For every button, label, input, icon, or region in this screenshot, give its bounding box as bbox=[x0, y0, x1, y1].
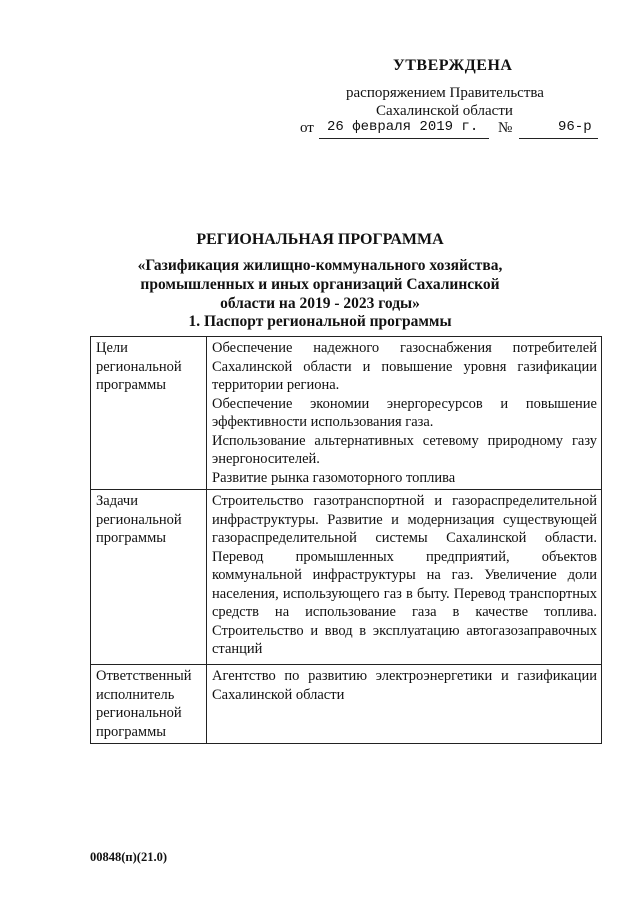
label-line: региональной bbox=[96, 511, 182, 528]
order-date-number bbox=[300, 119, 600, 143]
row-content bbox=[207, 490, 602, 665]
section-heading: 1. Паспорт региональной программы bbox=[188, 313, 452, 330]
approval-region: Сахалинской области bbox=[376, 103, 513, 119]
label-line: региональной bbox=[96, 705, 182, 721]
number-label: № bbox=[498, 120, 513, 136]
approved-heading: УТВЕРЖДЕНА bbox=[393, 57, 513, 74]
label-line: Цели bbox=[96, 340, 128, 356]
passport-table bbox=[90, 336, 602, 744]
row-label bbox=[91, 490, 207, 665]
row-label bbox=[91, 665, 207, 744]
program-title: РЕГИОНАЛЬНАЯ ПРОГРАММА bbox=[196, 231, 444, 248]
order-date: 26 февраля 2019 г. bbox=[327, 119, 479, 135]
goal-paragraph: Обеспечение надежного газоснабжения потребителей Сахалинской области и повышение уровня газификации территории региона. bbox=[212, 340, 597, 393]
executor-paragraph: Агентство по развитию электроэнергетики и газификации Сахалинской области bbox=[212, 668, 597, 703]
goal-paragraph: Развитие рынка газомоторного топлива bbox=[212, 469, 456, 486]
row-content bbox=[207, 665, 602, 744]
row-content bbox=[207, 337, 602, 490]
from-label: от bbox=[300, 120, 314, 136]
document-code: 00848(п)(21.0) bbox=[90, 850, 167, 864]
row-label bbox=[91, 337, 207, 490]
order-number: 96-р bbox=[558, 119, 592, 135]
label-line: программы bbox=[96, 377, 166, 393]
goal-paragraph: Использование альтернативных сетевому природному газу энергоносителей. bbox=[212, 432, 597, 467]
program-name-line-2: промышленных и иных организаций Сахалинской bbox=[140, 276, 500, 293]
label-line: программы bbox=[96, 530, 166, 546]
date-underline bbox=[319, 138, 489, 139]
program-name bbox=[0, 256, 640, 313]
goal-paragraph: Обеспечение экономии энергоресурсов и повышение эффективности использования газа. bbox=[212, 395, 597, 430]
table-row-goals bbox=[91, 337, 602, 490]
label-line: Ответственный bbox=[96, 668, 192, 684]
program-name-line-1: «Газификация жилищно-коммунального хозяйства, bbox=[137, 257, 503, 274]
label-line: исполнитель bbox=[96, 686, 175, 703]
label-line: программы bbox=[96, 723, 166, 740]
program-name-line-3: области на 2019 - 2023 годы» bbox=[220, 295, 420, 312]
table-row-tasks bbox=[91, 490, 602, 665]
task-paragraph: Строительство газотранспортной и газораспределительной инфраструктуры. Развитие и модернизация существующей газораспределительной системы Сахалинской области. Перевод промышленных предприятий, объектов коммунальной инфраструктуры на газ. Увеличение доли населения, использующего газ в быту. Перевод транспортных средств на использование газа в качестве топлива. Строительство и ввод в эксплуатацию автогазозаправочных станций bbox=[212, 493, 597, 657]
label-line: Задачи bbox=[96, 493, 138, 509]
number-underline bbox=[519, 138, 598, 139]
label-line: региональной bbox=[96, 358, 182, 375]
table-row-executor bbox=[91, 665, 602, 744]
approval-authority: распоряжением Правительства bbox=[346, 85, 544, 101]
